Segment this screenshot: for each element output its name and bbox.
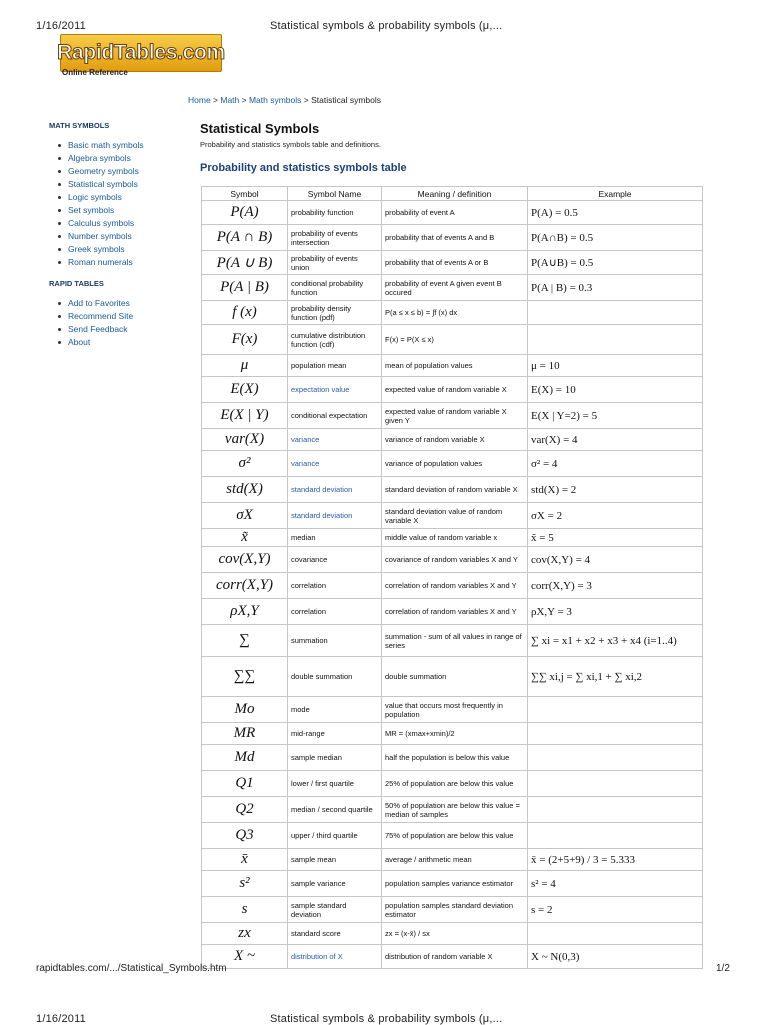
table-row — [202, 723, 703, 745]
table-row — [202, 797, 703, 823]
meaning-cell: population samples standard deviation estimator — [382, 897, 528, 923]
table-row — [202, 657, 703, 697]
symbol-cell: ∑∑ — [202, 657, 288, 697]
meaning-cell: zx = (x-x̄) / sx — [382, 923, 528, 945]
sidebar-math-item[interactable]: Logic symbols — [58, 191, 144, 204]
col-header-name: Symbol Name — [288, 187, 382, 201]
symbol-name-cell[interactable]: distribution of X — [288, 945, 382, 969]
table-row — [202, 771, 703, 797]
sidebar-rapid-item[interactable]: Send Feedback — [58, 323, 133, 336]
symbols-table — [201, 186, 703, 969]
meaning-cell: probability that of events A and B — [382, 225, 528, 251]
meaning-cell: 25% of population are below this value — [382, 771, 528, 797]
symbol-name-cell: conditional probability function — [288, 275, 382, 301]
sidebar-math-item[interactable]: Set symbols — [58, 204, 144, 217]
meaning-cell: average / arithmetic mean — [382, 849, 528, 871]
site-logo[interactable] — [57, 34, 225, 72]
symbol-name-cell: probability of events union — [288, 251, 382, 275]
sidebar-math-list — [58, 139, 144, 269]
example-cell: x̃ = 5 — [528, 529, 703, 547]
sidebar-rapid-heading: RAPID TABLES — [49, 279, 104, 288]
table-row — [202, 697, 703, 723]
col-header-example: Example — [528, 187, 703, 201]
meaning-cell: F(x) = P(X ≤ x) — [382, 325, 528, 355]
symbol-name-cell: population mean — [288, 355, 382, 377]
table-row — [202, 849, 703, 871]
symbol-cell: P(A | B) — [202, 275, 288, 301]
sidebar-math-heading: MATH SYMBOLS — [49, 121, 110, 130]
table-row — [202, 477, 703, 503]
symbol-cell: corr(X,Y) — [202, 573, 288, 599]
symbol-name-cell[interactable]: variance — [288, 451, 382, 477]
meaning-cell: population samples variance estimator — [382, 871, 528, 897]
example-cell: P(A) = 0.5 — [528, 201, 703, 225]
symbol-cell: cov(X,Y) — [202, 547, 288, 573]
next-page-title: Statistical symbols & probability symbols (μ,... — [270, 1013, 503, 1025]
symbol-cell: MR — [202, 723, 288, 745]
meaning-cell: expected value of random variable X given Y — [382, 403, 528, 429]
sidebar-math-item[interactable]: Algebra symbols — [58, 152, 144, 165]
meaning-cell: correlation of random variables X and Y — [382, 573, 528, 599]
symbol-name-cell: correlation — [288, 599, 382, 625]
example-cell: ∑ xi = x1 + x2 + x3 + x4 (i=1..4) — [528, 625, 703, 657]
symbol-name-cell: mode — [288, 697, 382, 723]
meaning-cell: variance of population values — [382, 451, 528, 477]
table-row — [202, 275, 703, 301]
breadcrumb-math-symbols[interactable]: Math symbols — [248, 95, 302, 105]
meaning-cell: standard deviation of random variable X — [382, 477, 528, 503]
symbol-name-cell: correlation — [288, 573, 382, 599]
example-cell: P(A∩B) = 0.5 — [528, 225, 703, 251]
meaning-cell: P(a ≤ x ≤ b) = ∫f (x) dx — [382, 301, 528, 325]
table-row — [202, 923, 703, 945]
example-cell: σ² = 4 — [528, 451, 703, 477]
symbol-name-cell: sample variance — [288, 871, 382, 897]
symbol-name-cell: sample median — [288, 745, 382, 771]
table-row — [202, 745, 703, 771]
symbol-name-cell: probability of events intersection — [288, 225, 382, 251]
page-title: Statistical Symbols — [200, 121, 320, 136]
symbol-name-cell: conditional expectation — [288, 403, 382, 429]
symbol-cell: x̄ — [202, 849, 288, 871]
col-header-meaning: Meaning / definition — [382, 187, 528, 201]
symbol-cell: μ — [202, 355, 288, 377]
symbol-cell: Md — [202, 745, 288, 771]
meaning-cell: mean of population values — [382, 355, 528, 377]
example-cell: s² = 4 — [528, 871, 703, 897]
table-title: Probability and statistics symbols table — [200, 162, 407, 174]
sidebar-rapid-item[interactable]: Add to Favorites — [58, 297, 133, 310]
sidebar-math-item[interactable]: Roman numerals — [58, 256, 144, 269]
symbol-name-cell: probability function — [288, 201, 382, 225]
symbol-cell: zx — [202, 923, 288, 945]
symbol-name-cell[interactable]: expectation value — [288, 377, 382, 403]
table-row — [202, 599, 703, 625]
meaning-cell: summation - sum of all values in range of series — [382, 625, 528, 657]
symbol-name-cell: sample mean — [288, 849, 382, 871]
meaning-cell: correlation of random variables X and Y — [382, 599, 528, 625]
symbol-name-cell: cumulative distribution function (cdf) — [288, 325, 382, 355]
sidebar-math-item[interactable]: Basic math symbols — [58, 139, 144, 152]
symbol-cell: P(A) — [202, 201, 288, 225]
symbol-cell: E(X) — [202, 377, 288, 403]
symbol-name-cell: median — [288, 529, 382, 547]
next-page-date: 1/16/2011 — [36, 1013, 86, 1025]
sidebar-math-item[interactable]: Statistical symbols — [58, 178, 144, 191]
symbol-name-cell: sample standard deviation — [288, 897, 382, 923]
example-cell: cov(X,Y) = 4 — [528, 547, 703, 573]
symbol-cell: P(A ∩ B) — [202, 225, 288, 251]
example-cell: corr(X,Y) = 3 — [528, 573, 703, 599]
symbol-name-cell: lower / first quartile — [288, 771, 382, 797]
table-row — [202, 529, 703, 547]
breadcrumb: Home > Math > Math symbols > Statistical symbols — [188, 95, 382, 105]
table-row — [202, 251, 703, 275]
symbol-name-cell: covariance — [288, 547, 382, 573]
col-header-symbol: Symbol — [202, 187, 288, 201]
table-header-row — [202, 187, 703, 201]
sidebar-math-item[interactable]: Greek symbols — [58, 243, 144, 256]
symbol-name-cell: double summation — [288, 657, 382, 697]
example-cell — [528, 923, 703, 945]
meaning-cell: value that occurs most frequently in population — [382, 697, 528, 723]
symbol-name-cell: summation — [288, 625, 382, 657]
sidebar-math-item[interactable]: Number symbols — [58, 230, 144, 243]
page-subtitle: Probability and statistics symbols table and definitions. — [200, 140, 381, 149]
meaning-cell: expected value of random variable X — [382, 377, 528, 403]
symbol-cell: σX — [202, 503, 288, 529]
example-cell: ∑∑ xi,j = ∑ xi,1 + ∑ xi,2 — [528, 657, 703, 697]
symbol-cell: ∑ — [202, 625, 288, 657]
symbol-cell: Q1 — [202, 771, 288, 797]
example-cell: E(X | Y=2) = 5 — [528, 403, 703, 429]
symbol-cell: P(A ∪ B) — [202, 251, 288, 275]
meaning-cell: 50% of population are below this value = median of samples — [382, 797, 528, 823]
meaning-cell: double summation — [382, 657, 528, 697]
example-cell — [528, 823, 703, 849]
meaning-cell: variance of random variable X — [382, 429, 528, 451]
meaning-cell: probability of event A — [382, 201, 528, 225]
symbol-name-cell[interactable]: standard deviation — [288, 503, 382, 529]
example-cell — [528, 771, 703, 797]
logo-tagline: Online Reference — [62, 68, 128, 77]
breadcrumb-home[interactable]: Home — [188, 95, 211, 105]
table-row — [202, 503, 703, 529]
example-cell: var(X) = 4 — [528, 429, 703, 451]
symbol-cell: s² — [202, 871, 288, 897]
symbol-cell: x̃ — [202, 529, 288, 547]
table-row — [202, 301, 703, 325]
example-cell — [528, 325, 703, 355]
table-row — [202, 547, 703, 573]
table-row — [202, 201, 703, 225]
meaning-cell: probability that of events A or B — [382, 251, 528, 275]
table-row — [202, 325, 703, 355]
meaning-cell: 75% of population are below this value — [382, 823, 528, 849]
logo-text: RapidTables.com — [57, 41, 225, 64]
symbol-cell: Q2 — [202, 797, 288, 823]
table-row — [202, 945, 703, 969]
symbol-name-cell: probability density function (pdf) — [288, 301, 382, 325]
footer-url: rapidtables.com/.../Statistical_Symbols.htm — [36, 963, 227, 974]
symbol-cell: Mo — [202, 697, 288, 723]
sidebar-math-item[interactable]: Calculus symbols — [58, 217, 144, 230]
example-cell — [528, 797, 703, 823]
sidebar-rapid-item[interactable]: About — [58, 336, 133, 349]
symbol-cell: F(x) — [202, 325, 288, 355]
breadcrumb-current: Statistical symbols — [311, 95, 382, 105]
symbol-cell: X ~ — [202, 945, 288, 969]
symbol-name-cell: upper / third quartile — [288, 823, 382, 849]
symbol-name-cell: median / second quartile — [288, 797, 382, 823]
meaning-cell: covariance of random variables X and Y — [382, 547, 528, 573]
meaning-cell: distribution of random variable X — [382, 945, 528, 969]
example-cell: X ~ N(0,3) — [528, 945, 703, 969]
example-cell: x̄ = (2+5+9) / 3 = 5.333 — [528, 849, 703, 871]
symbol-name-cell[interactable]: standard deviation — [288, 477, 382, 503]
meaning-cell: half the population is below this value — [382, 745, 528, 771]
example-cell: s = 2 — [528, 897, 703, 923]
example-cell: P(A∪B) = 0.5 — [528, 251, 703, 275]
meaning-cell: standard deviation value of random variable X — [382, 503, 528, 529]
print-date: 1/16/2011 — [36, 20, 86, 32]
symbol-cell: s — [202, 897, 288, 923]
symbol-cell: ρX,Y — [202, 599, 288, 625]
table-row — [202, 403, 703, 429]
table-row — [202, 355, 703, 377]
sidebar-rapid-item[interactable]: Recommend Site — [58, 310, 133, 323]
footer-page-number: 1/2 — [716, 963, 730, 974]
example-cell — [528, 301, 703, 325]
table-row — [202, 823, 703, 849]
table-row — [202, 625, 703, 657]
example-cell: ρX,Y = 3 — [528, 599, 703, 625]
example-cell: std(X) = 2 — [528, 477, 703, 503]
symbol-cell: Q3 — [202, 823, 288, 849]
table-row — [202, 451, 703, 477]
symbol-name-cell: standard score — [288, 923, 382, 945]
table-row — [202, 429, 703, 451]
example-cell: P(A | B) = 0.3 — [528, 275, 703, 301]
example-cell: σX = 2 — [528, 503, 703, 529]
print-title: Statistical symbols & probability symbols (μ,... — [270, 20, 503, 32]
example-cell — [528, 745, 703, 771]
symbol-cell: f (x) — [202, 301, 288, 325]
sidebar-rapid-list — [58, 297, 133, 349]
symbol-cell: E(X | Y) — [202, 403, 288, 429]
table-row — [202, 897, 703, 923]
sidebar-math-item[interactable]: Geometry symbols — [58, 165, 144, 178]
meaning-cell: probability of event A given event B occured — [382, 275, 528, 301]
symbol-name-cell: mid-range — [288, 723, 382, 745]
table-row — [202, 871, 703, 897]
example-cell: E(X) = 10 — [528, 377, 703, 403]
symbol-name-cell[interactable]: variance — [288, 429, 382, 451]
table-row — [202, 377, 703, 403]
meaning-cell: MR = (xmax+xmin)/2 — [382, 723, 528, 745]
symbol-cell: σ² — [202, 451, 288, 477]
breadcrumb-math[interactable]: Math — [220, 95, 240, 105]
table-row — [202, 225, 703, 251]
table-row — [202, 573, 703, 599]
example-cell — [528, 697, 703, 723]
meaning-cell: middle value of random variable x — [382, 529, 528, 547]
symbol-cell: var(X) — [202, 429, 288, 451]
symbol-cell: std(X) — [202, 477, 288, 503]
example-cell: μ = 10 — [528, 355, 703, 377]
example-cell — [528, 723, 703, 745]
